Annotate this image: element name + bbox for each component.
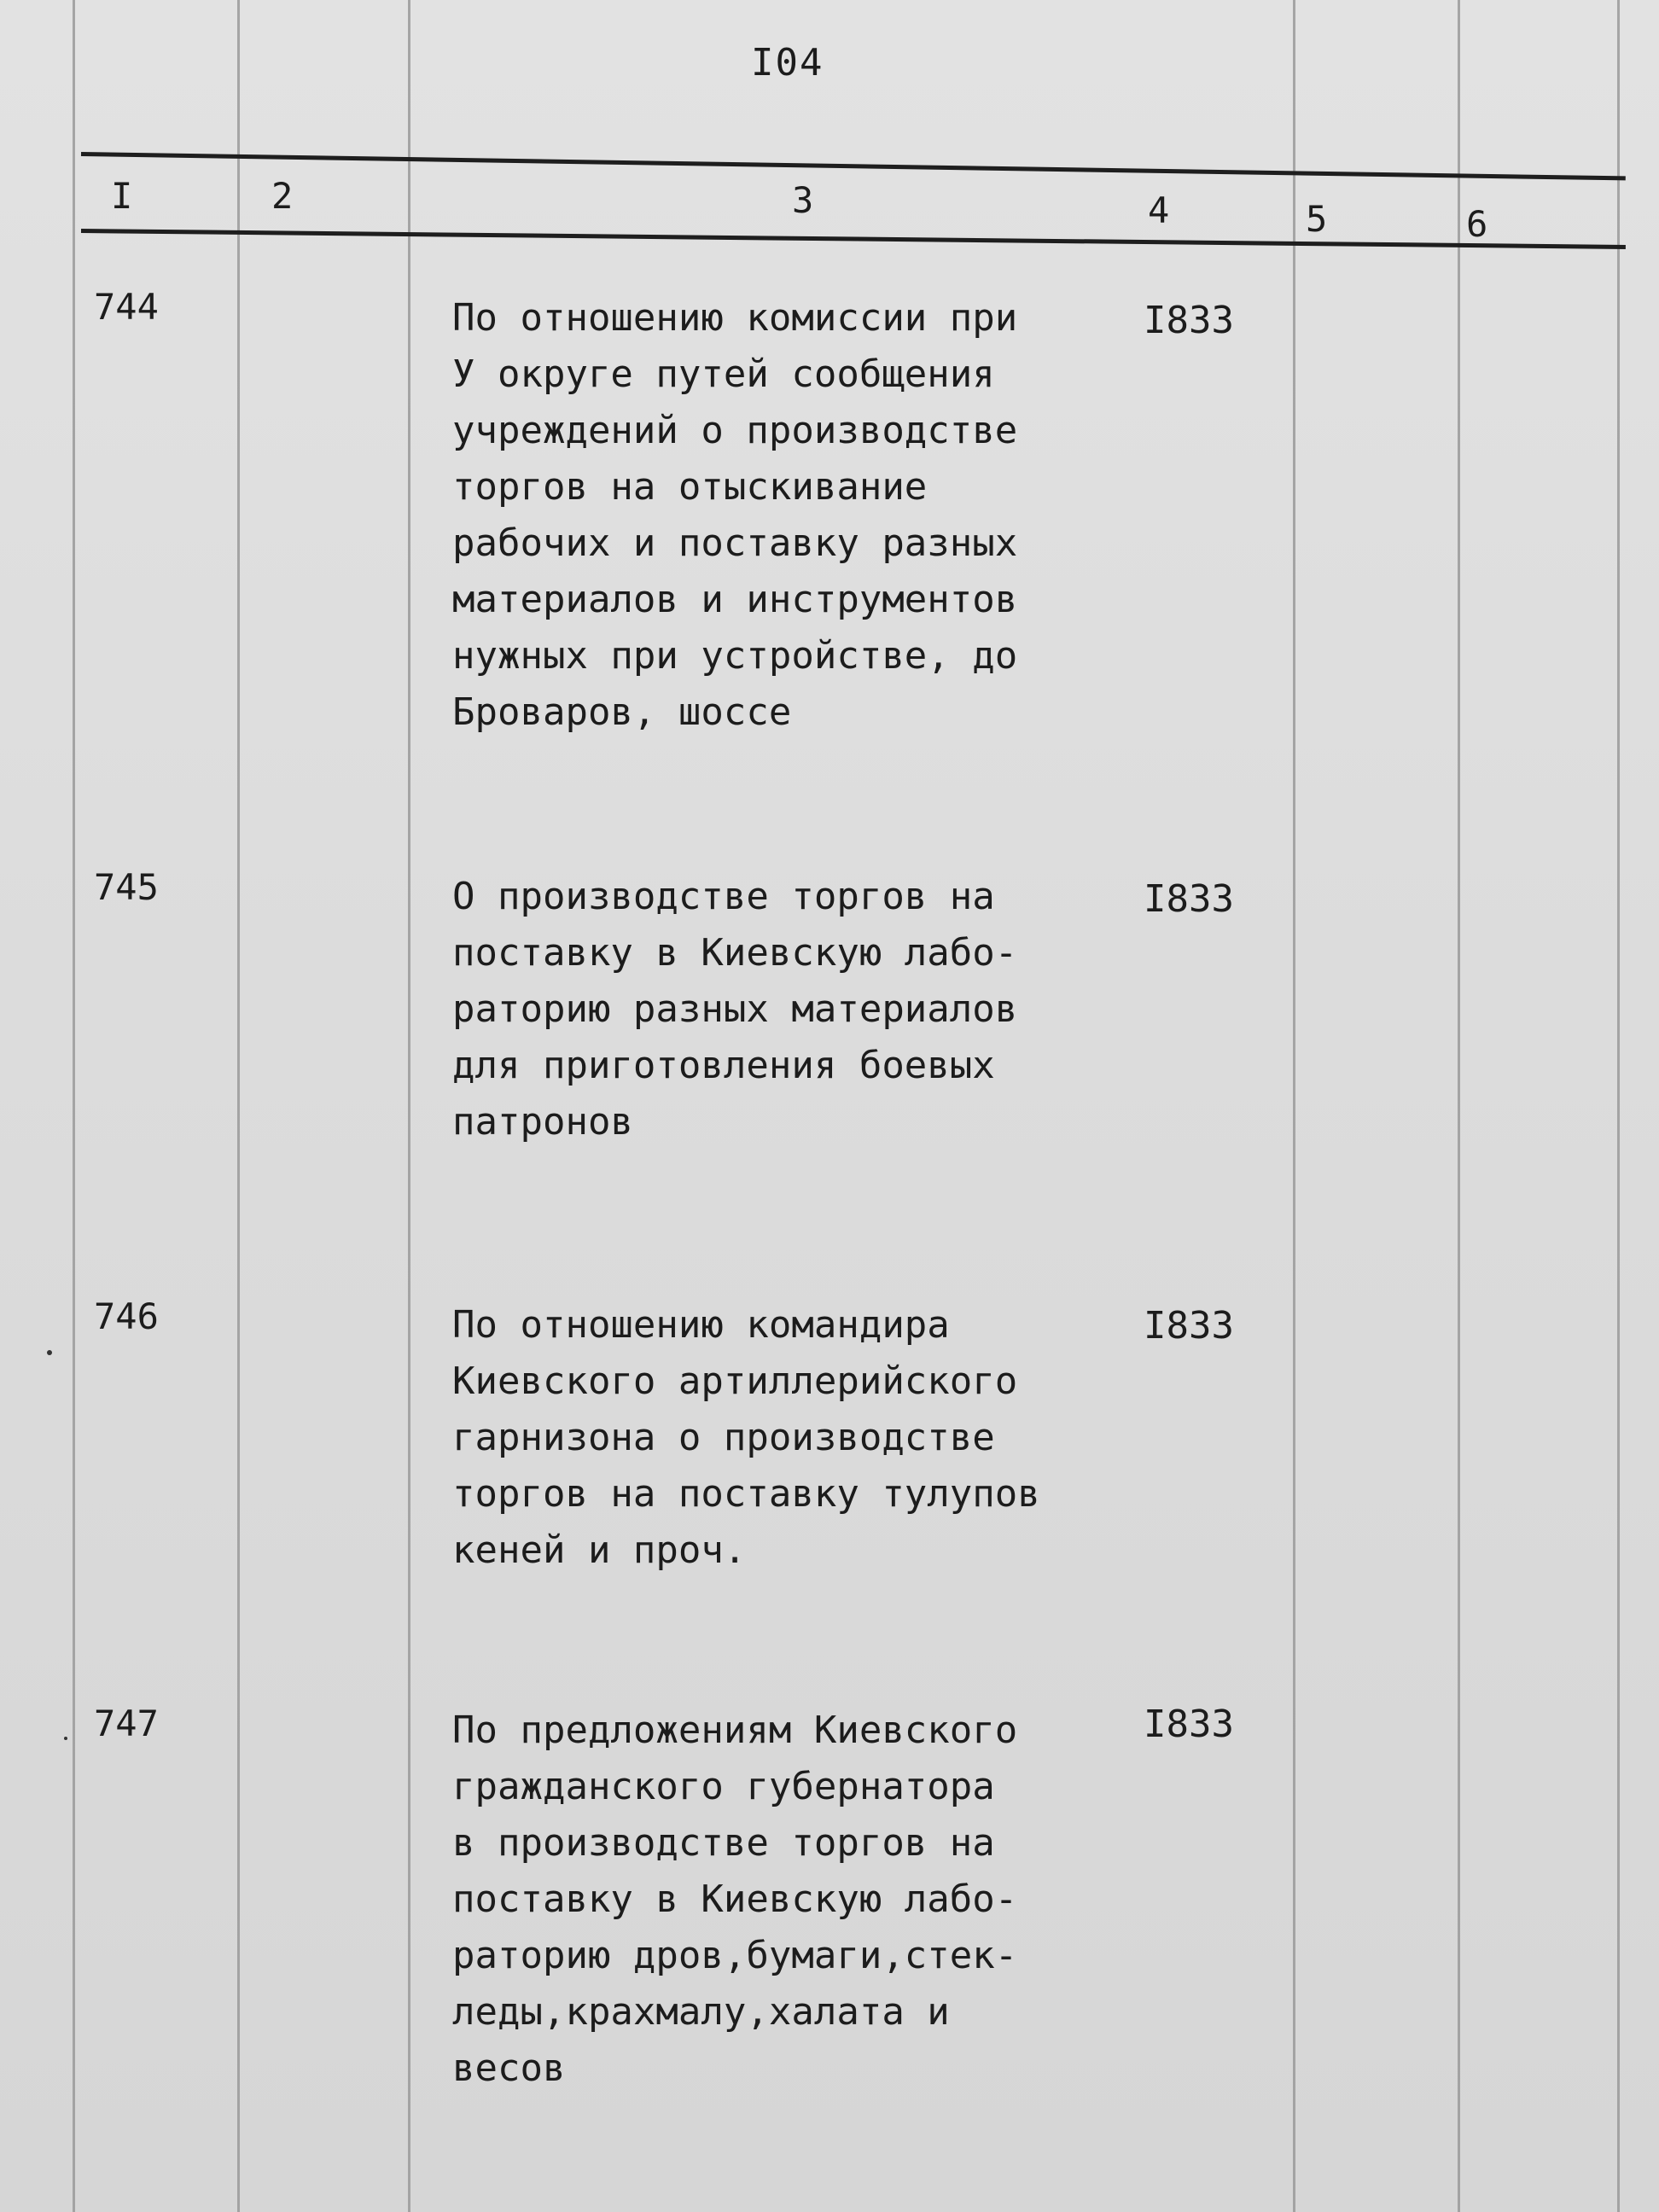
record-title: По отношению комиссии при У округе путей сообщения учреждений о производстве торгов на отыскивание рабочих и поставку разных материалов и инструментов нужных при устройстве, до Броваров, шоссе	[452, 296, 1018, 734]
header-rule-top	[81, 152, 1626, 180]
record-title: По отношению командира Киевского артиллерийского гарнизона о производстве торгов на поставку тулупов кеней и проч.	[452, 1303, 1040, 1572]
header-rule-bottom	[81, 229, 1626, 249]
ink-mark	[47, 1350, 52, 1355]
record-year: I833	[1144, 1304, 1234, 1348]
column-number-6: 6	[1466, 203, 1488, 245]
column-number-5: 5	[1306, 198, 1328, 240]
column-divider	[73, 0, 75, 2212]
column-number-4: 4	[1148, 189, 1170, 231]
column-divider	[237, 0, 240, 2212]
page-number: I04	[751, 41, 824, 84]
record-number: 746	[94, 1295, 159, 1337]
record-title: По предложениям Киевского гражданского губернатора в производстве торгов на поставку в Киевскую лабо- раторию дров,бумаги,стек- леды,крахмалу,халата и весов	[452, 1708, 1018, 2090]
record-number: 747	[94, 1703, 159, 1744]
column-divider	[408, 0, 410, 2212]
column-number-3: 3	[792, 179, 814, 221]
column-divider	[1458, 0, 1460, 2212]
column-divider	[1293, 0, 1295, 2212]
record-number: 744	[94, 286, 159, 328]
record-year: I833	[1144, 299, 1234, 342]
record-title: О производстве торгов на поставку в Киевскую лабо- раторию разных материалов для приготовления боевых патронов	[452, 875, 1018, 1144]
ink-mark	[64, 1737, 67, 1740]
column-divider	[1617, 0, 1620, 2212]
column-number-1: I	[111, 175, 133, 217]
record-year: I833	[1144, 1703, 1234, 1746]
column-number-2: 2	[271, 175, 294, 217]
record-number: 745	[94, 866, 159, 908]
record-year: I833	[1144, 877, 1234, 921]
